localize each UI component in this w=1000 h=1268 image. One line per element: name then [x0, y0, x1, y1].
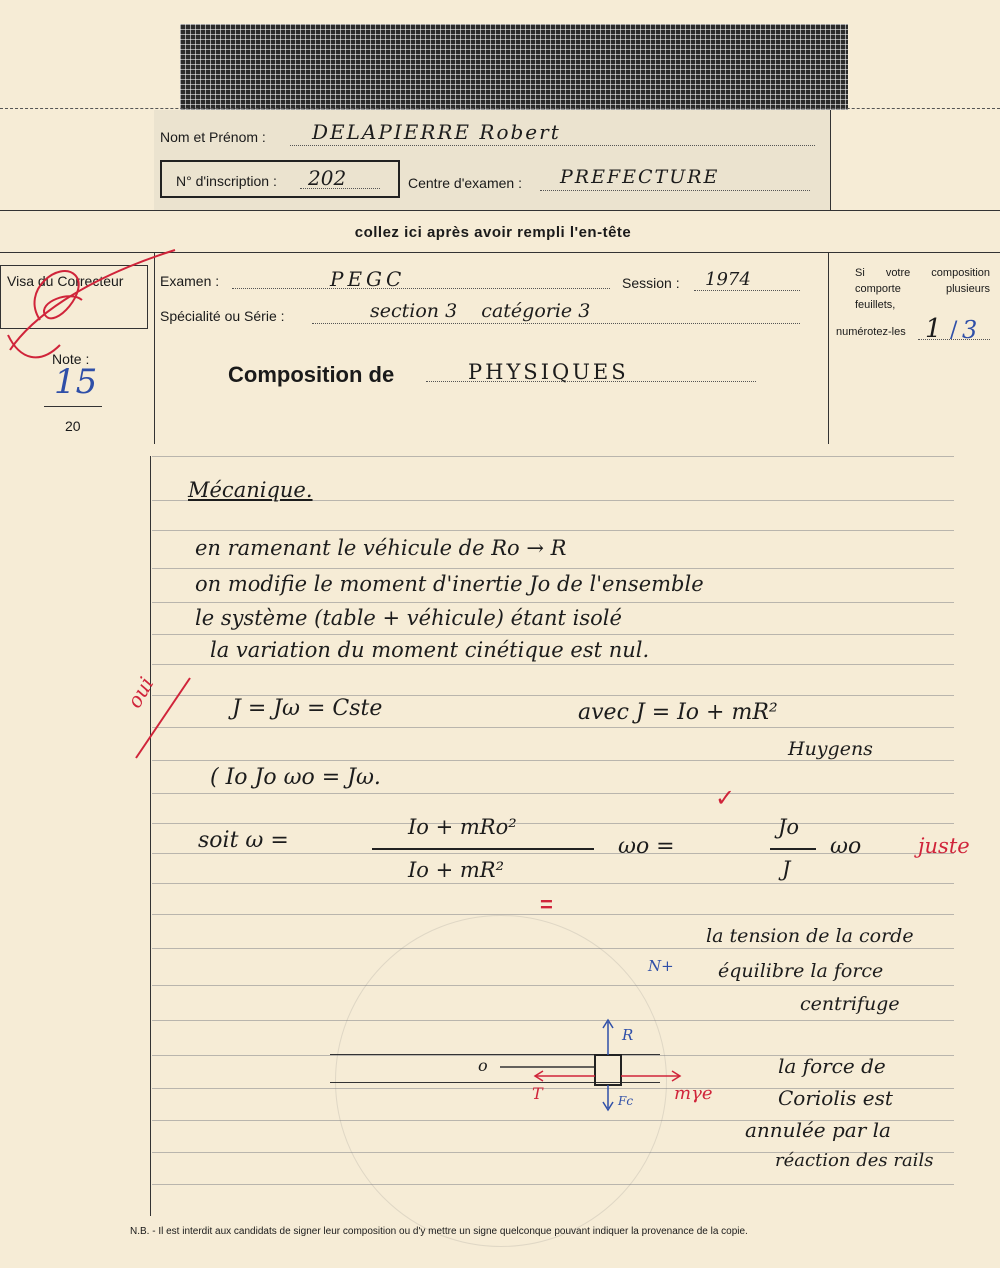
origin-label: o — [478, 1056, 488, 1075]
name-label: Nom et Prénom : — [160, 129, 266, 145]
note-label: Note : — [52, 351, 90, 367]
equation-3-prefix: soit ω = — [198, 828, 289, 853]
sheet-total: 3 — [962, 316, 978, 344]
inscription-value: 202 — [308, 166, 347, 190]
specialite-label: Spécialité ou Série : — [160, 308, 285, 324]
equation-3-denominator: Io + mR² — [408, 858, 505, 882]
visa-label: Visa du Correcteur — [7, 273, 124, 289]
margin-oui-stroke — [128, 670, 198, 765]
coriolis-note-3: annulée par la — [745, 1118, 891, 1142]
fraction-bar-right — [770, 848, 816, 850]
inscription-label: N° d'inscription : — [176, 173, 277, 189]
tension-label: T — [532, 1084, 543, 1103]
centre-value: PREFECTURE — [560, 166, 720, 188]
equation-3-numerator: Io + mRo² — [408, 815, 517, 839]
fraction-bar — [372, 848, 594, 850]
paragraph-line-3: le système (table + véhicule) étant isolé — [195, 606, 622, 630]
paragraph-line-4: la variation du moment cinétique est nul. — [210, 638, 650, 662]
ruled-line — [152, 883, 954, 884]
ruled-line — [152, 568, 954, 569]
ruled-line — [152, 823, 954, 824]
equation-2: ( Io Jo ωo = Jω. — [210, 765, 381, 790]
paragraph-line-2: on modifie le moment d'inertie Jo de l'ensemble — [195, 572, 704, 596]
composition-label: Composition de — [228, 362, 395, 387]
ruled-line — [152, 793, 954, 794]
centre-label: Centre d'examen : — [408, 175, 522, 191]
coriolis-force-label: Fc — [618, 1094, 634, 1108]
centre-line — [540, 190, 810, 191]
centrifugal-label: mγe — [674, 1083, 713, 1104]
tension-note-3: centrifuge — [800, 993, 900, 1015]
huygens-note: Huygens — [788, 738, 873, 760]
blue-note: N+ — [648, 957, 674, 975]
session-label: Session : — [622, 275, 680, 291]
equation-3-tail: ωo — [830, 834, 862, 859]
sheet-number: 1 — [925, 314, 942, 344]
cut-line — [0, 108, 1000, 109]
section-title: Mécanique. — [188, 478, 313, 502]
ruled-line — [152, 634, 954, 635]
equation-1: J = Jω = Cste — [232, 696, 383, 721]
coriolis-note-2: Coriolis est — [778, 1086, 893, 1110]
equation-1-with: avec J = Io + mR² — [578, 700, 778, 725]
glue-instruction: collez ici après avoir rempli l'en-tête — [354, 224, 632, 241]
tension-note-1: la tension de la corde — [706, 925, 914, 947]
ruled-line — [152, 727, 954, 728]
ruled-line — [152, 914, 954, 915]
ruled-line — [152, 530, 954, 531]
coriolis-note-1: la force de — [778, 1054, 886, 1078]
examen-label: Examen : — [160, 273, 220, 289]
composition-value: PHYSIQUES — [468, 360, 629, 384]
ruled-line — [152, 602, 954, 603]
coriolis-note-4: réaction des rails — [775, 1150, 934, 1171]
score-value: 15 — [54, 362, 98, 402]
equation-3-right-num: Jo — [778, 815, 800, 839]
session-value: 1974 — [705, 269, 751, 290]
examen-value: PEGC — [330, 267, 406, 291]
answer-margin-line — [150, 456, 151, 1216]
margin-juste: juste — [918, 834, 970, 858]
exam-right-border — [828, 252, 829, 444]
sheets-note: Si votre composition comporte plusieurs feuillets, — [855, 267, 990, 311]
tension-note-2: équilibre la force — [718, 960, 884, 982]
score-max: 20 — [65, 418, 81, 434]
score-fraction-line — [44, 406, 102, 407]
examen-line — [232, 288, 610, 289]
numerotez-label: numérotez-les — [836, 326, 906, 338]
inscription-line — [300, 188, 380, 189]
name-value: DELAPIERRE Robert — [312, 120, 561, 144]
header-right-border — [830, 110, 831, 210]
numerotez-line — [918, 339, 990, 340]
specialite-line — [312, 323, 800, 324]
margin-oui: oui — [122, 672, 159, 712]
reaction-label: R — [622, 1026, 634, 1044]
divider-top — [0, 210, 1000, 211]
equation-3-middle: ωo = — [618, 834, 675, 859]
paragraph-line-1: en ramenant le véhicule de Ro → R — [195, 536, 567, 560]
name-line — [290, 145, 815, 146]
footer-nb: N.B. - Il est interdit aux candidats de signer leur composition ou d'y mettre un signe quelconque pouvant indiquer la provenance de la copie. — [130, 1226, 748, 1237]
equation-3-right-den: J — [782, 857, 791, 881]
composition-line — [426, 381, 756, 382]
sheet-slash: / — [950, 318, 958, 343]
ruled-line — [152, 760, 954, 761]
specialite-value: section 3 catégorie 3 — [370, 300, 591, 322]
session-line — [694, 290, 800, 291]
ruled-line — [152, 456, 954, 457]
check-mark: ✓ — [715, 784, 736, 812]
equals-mark: = — [540, 892, 553, 917]
barcode-strip — [180, 24, 848, 110]
ruled-line — [152, 664, 954, 665]
